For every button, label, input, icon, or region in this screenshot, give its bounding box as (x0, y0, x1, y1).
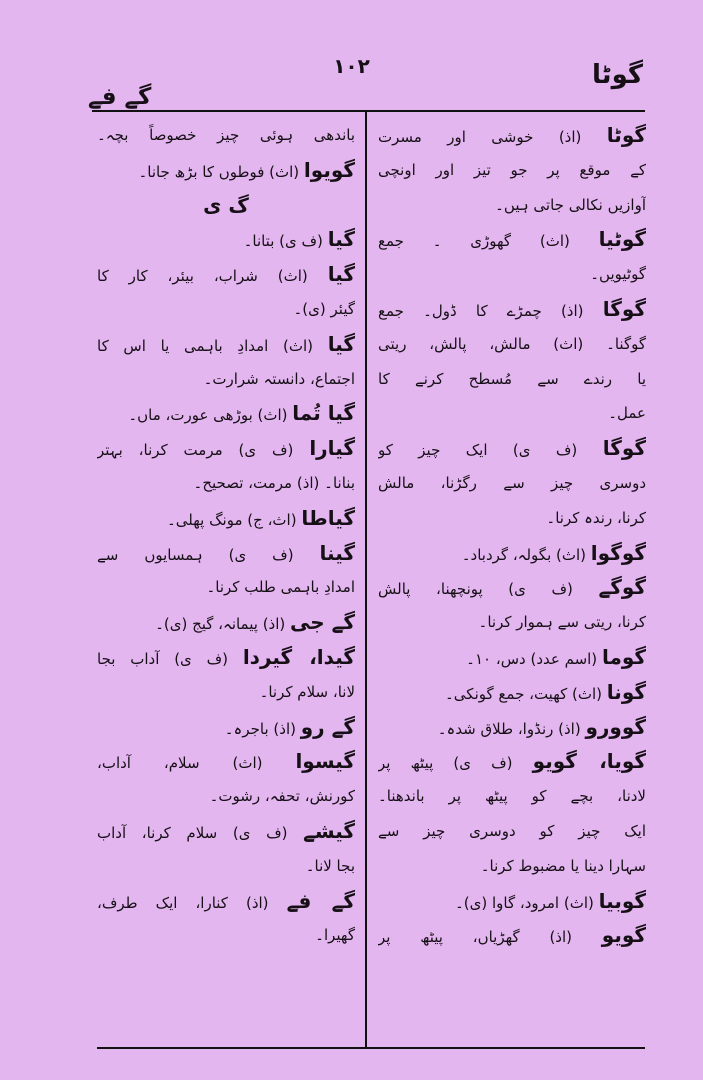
entry-line (378, 327, 646, 362)
headword: گوٹا (606, 123, 646, 147)
entry-line (378, 536, 646, 571)
section-letters: گ ی (203, 192, 249, 217)
headword: گینا (319, 540, 355, 565)
definition-text: لادنا، بچے کو پیٹھ پر باندھنا۔ (378, 787, 646, 806)
entry-line (97, 744, 355, 779)
definition-text: کورنش، تحفہ، رشوت۔ (209, 787, 355, 806)
entry-line (97, 466, 355, 501)
definition-text: (ف ی) مرمت کرنا، بہتر (97, 441, 310, 460)
entry-line (378, 675, 646, 710)
entry-line (378, 779, 646, 814)
definition-text: (اذ) خوشی اور مسرت (378, 128, 607, 146)
definition-text: (اسم عدد) دس، ۱۰۔ (466, 649, 602, 668)
definition-text: (اذ) کنارا، ایک طرف، (97, 893, 287, 912)
headword: گے رو (300, 714, 355, 739)
definition-text: (اث) بگولہ، گردباد۔ (461, 545, 591, 564)
headword: گوورو (585, 714, 646, 739)
entry-line (97, 118, 355, 153)
left-column (97, 118, 355, 953)
entry-line (378, 292, 646, 327)
entry-line (378, 640, 646, 675)
footer-rule (97, 1047, 645, 1049)
headword: گیا تُما (292, 401, 355, 426)
right-column (378, 118, 646, 953)
entry-line (378, 884, 646, 919)
definition-text: (ف ی) پیٹھ پر (378, 754, 533, 773)
definition-text: باندھی ہوئی چیز خصوصاً بچہ۔ (97, 126, 355, 144)
definition-text: (اث) بوڑھی عورت، ماں۔ (128, 406, 293, 425)
entry-line (378, 605, 646, 640)
definition-text: (اث) فوطوں کا بڑھ جانا۔ (138, 162, 304, 181)
entry-line (97, 918, 355, 953)
entry-line (378, 431, 646, 466)
definition-text: لانا، سلام کرنا۔ (259, 682, 355, 701)
definition-text: دوسری چیز سے رگڑنا، مالش (378, 473, 646, 492)
page-number: ۱۰۲ (333, 54, 370, 78)
entry-line (97, 396, 355, 431)
headword: گوبیا (598, 888, 646, 913)
definition-text: کے موقع پر جو تیز اور اونچی (378, 160, 646, 179)
entry-line (97, 222, 355, 257)
headword: گیشے (303, 818, 355, 843)
headword: گے جی (290, 610, 355, 635)
headword: گوگے (598, 575, 646, 600)
entry-line (97, 814, 355, 849)
definition-text: (اذ) باجرہ۔ (224, 719, 301, 738)
definition-text: (اذ) پیمانہ، گیج (ی)۔ (155, 615, 291, 634)
headword: گے فے (286, 888, 355, 913)
entry-line (97, 257, 355, 292)
entry-line (97, 536, 355, 571)
definition-text: (اث) گھوڑی ۔ جمع (378, 232, 599, 251)
entry-line (378, 710, 646, 745)
entry-line (378, 570, 646, 605)
entry-line (378, 257, 646, 292)
definition-text: گھیرا۔ (315, 926, 355, 945)
entry-line (97, 779, 355, 814)
entry-line (97, 153, 355, 188)
header-last-entry: گے فے (88, 84, 152, 110)
definition-text: عمل۔ (608, 404, 646, 423)
headword: گیا (327, 227, 355, 252)
entry-line (97, 640, 355, 675)
entry-line (97, 605, 355, 640)
headword: گیارا (309, 436, 355, 461)
definition-text: کرنا، رندہ کرنا۔ (546, 508, 646, 527)
definition-text: (اذ) چمڑے کا ڈول۔ جمع (378, 301, 603, 320)
definition-text: کرنا، ریتی سے ہموار کرنا۔ (478, 613, 646, 632)
definition-text: (اذ) گھڑیاں، پیٹھ پر (378, 928, 602, 947)
entry-line (97, 362, 355, 397)
entry-line (97, 675, 355, 710)
definition-text: بنانا۔ (اذ) مرمت، تصحیح۔ (193, 473, 355, 492)
definition-text: (اث) امدادِ باہمی یا اس کا (97, 336, 328, 355)
header-first-entry: گوٹا (592, 60, 643, 90)
definition-text: (ف ی) آداب بجا (97, 649, 243, 668)
entry-line (97, 292, 355, 327)
definition-text: (اث) شراب، بیئر، کار کا (97, 267, 328, 286)
headword: گوگا (602, 436, 646, 461)
definition-text: گیئر (ی)۔ (293, 299, 355, 318)
definition-text: آوازیں نکالی جاتی ہیں۔ (495, 195, 646, 214)
section-heading (97, 188, 355, 223)
definition-text: (اث) سلام، آداب، (97, 754, 296, 773)
entry-line (97, 431, 355, 466)
definition-text: گوٹیویں۔ (590, 265, 646, 284)
headword: گیا (327, 331, 355, 356)
headword: گویا، گویو (532, 749, 646, 774)
entry-line (378, 118, 646, 153)
headword: گوما (601, 644, 646, 669)
entry-line (97, 327, 355, 362)
headword: گویو (601, 923, 646, 948)
header-rule (92, 110, 645, 112)
entry-line (378, 501, 646, 536)
entry-line (378, 362, 646, 397)
definition-text: (اذ) رنڈوا، طلاق شدہ۔ (437, 719, 586, 738)
definition-text: (ف ی) بتانا۔ (243, 232, 328, 251)
definition-text: یا رندے سے مُسطح کرنے کا (378, 369, 646, 388)
headword: گونا (606, 679, 646, 704)
entry-line (378, 814, 646, 849)
definition-text: ایک چیز کو دوسری چیز سے (378, 821, 646, 840)
definition-text: (ف ی) ہمسایوں سے (97, 545, 320, 564)
entry-line (378, 918, 646, 953)
definition-text: (اث) کھیت، جمع گونکی۔ (445, 684, 607, 703)
entry-line (97, 710, 355, 745)
headword: گیاطا (301, 505, 355, 530)
entry-line (378, 396, 646, 431)
entry-line (378, 222, 646, 257)
page-header (60, 52, 643, 110)
definition-text: سہارا دینا یا مضبوط کرنا۔ (480, 856, 646, 875)
definition-text: (ف ی) سلام کرنا، آداب (97, 823, 304, 842)
definition-text: بجا لانا۔ (305, 856, 355, 875)
entry-line (97, 849, 355, 884)
headword: گیدا، گیردا (242, 644, 355, 669)
entry-line (378, 849, 646, 884)
headword: گویوا (303, 157, 355, 182)
headword: گیسوا (295, 749, 355, 774)
entry-line (97, 884, 355, 919)
entry-line (378, 153, 646, 188)
entry-line (378, 744, 646, 779)
definition-text: امدادِ باہمی طلب کرنا۔ (206, 578, 355, 597)
entry-line (97, 570, 355, 605)
definition-text: اجتماع، دانستہ شرارت۔ (203, 369, 355, 388)
entry-line (97, 501, 355, 536)
definition-text: (ف ی) ایک چیز کو (378, 441, 603, 460)
definition-text: (اث، ج) مونگ پھلی۔ (167, 510, 302, 529)
headword: گوگوا (590, 540, 646, 565)
headword: گوگا (602, 296, 646, 321)
headword: گیا (327, 262, 355, 287)
column-divider (365, 110, 367, 1047)
definition-text: گوگنا۔ (اث) مالش، پالش، ریتی (378, 334, 646, 353)
headword: گوٹیا (598, 227, 646, 252)
entry-line (378, 188, 646, 223)
definition-text: (ف ی) پونچھنا، پالش (378, 580, 599, 599)
entry-line (378, 466, 646, 501)
definition-text: (اث) امرود، گاوا (ی)۔ (454, 893, 599, 912)
